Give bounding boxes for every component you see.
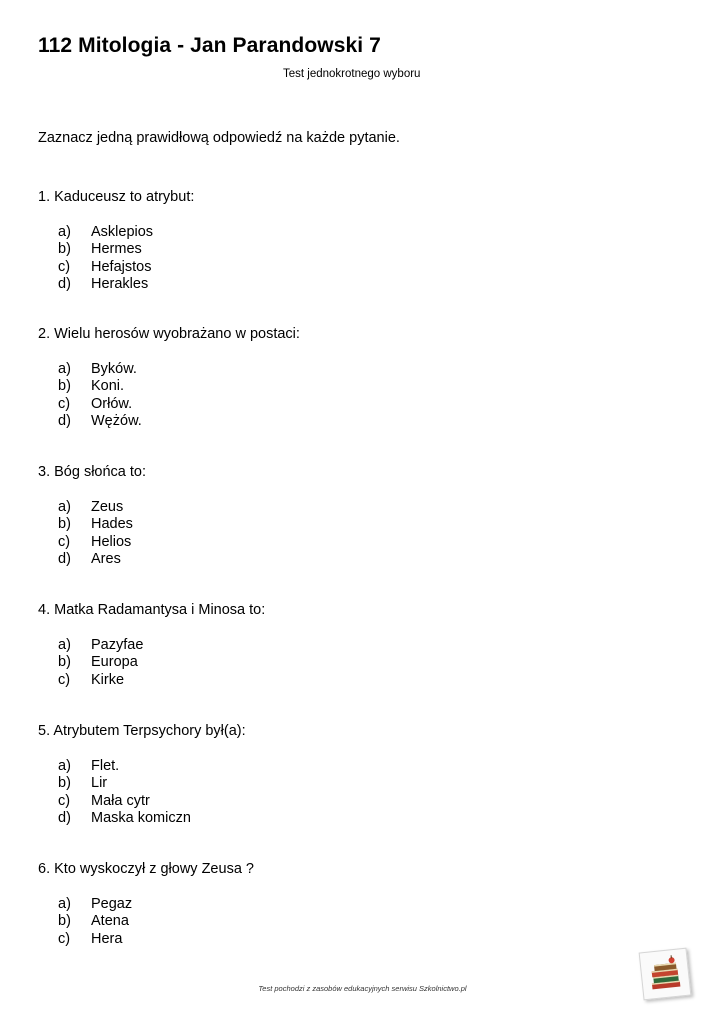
option-text: Byków. [91,361,137,377]
answer-options [38,361,678,430]
answer-option[interactable] [38,534,678,551]
option-text: Koni. [91,378,125,395]
option-letter: c) [58,533,71,550]
option-text: Helios [91,533,132,550]
option-text: Flet. [91,758,120,774]
option-text: Wężów. [91,412,142,429]
option-text: Hera [91,930,123,947]
option-text: Maska komiczn [91,809,191,826]
page-subtitle: Test jednokrotnego wyboru [283,68,421,80]
answer-option[interactable] [38,378,678,395]
answer-option[interactable] [38,516,678,533]
option-text: Pazyfae [91,637,144,653]
answer-option[interactable] [38,241,678,258]
option-letter: a) [58,361,71,377]
page-title: 112 Mitologia - Jan Parandowski 7 [38,34,381,57]
question-1 [38,189,678,293]
option-letter: d) [58,412,71,429]
option-text: Lir [91,775,108,792]
option-text: Atena [91,913,129,930]
option-letter: b) [58,775,71,792]
answer-option[interactable] [38,276,678,293]
answer-option[interactable] [38,775,678,792]
answer-option[interactable] [38,413,678,430]
answer-options [38,637,678,689]
option-text: Hades [91,516,133,533]
option-letter: a) [58,758,71,774]
answer-option[interactable] [38,499,678,516]
footer-source-note: Test pochodzi z zasobów edukacyjnych serwisu Szkolnictwo.pl [258,984,467,993]
option-letter: c) [58,671,71,688]
answer-option[interactable] [38,758,678,775]
question-2 [38,326,678,430]
instruction-text: Zaznacz jedną prawidłową odpowiedź na każde pytanie. [38,130,400,146]
answer-option[interactable] [38,551,678,568]
answer-option[interactable] [38,913,678,930]
option-letter: d) [58,550,71,567]
answer-option[interactable] [38,259,678,276]
question-6 [38,861,678,948]
answer-options [38,499,678,568]
answer-option[interactable] [38,810,678,827]
answer-option[interactable] [38,224,678,241]
question-5 [38,723,678,827]
option-letter: d) [58,275,71,292]
option-letter: c) [58,792,71,809]
question-text: 2. Wielu herosów wyobrażano w postaci: [38,326,300,342]
answer-options [38,224,678,293]
option-text: Ares [91,550,121,567]
option-text: Zeus [91,499,124,515]
question-text: 6. Kto wyskoczył z głowy Zeusa ? [38,861,254,877]
option-letter: b) [58,516,71,533]
option-letter: c) [58,395,71,412]
option-letter: a) [58,896,71,912]
answer-options [38,758,678,827]
option-text: Orłów. [91,395,133,412]
answer-option[interactable] [38,637,678,654]
option-text: Asklepios [91,224,154,240]
option-letter: a) [58,499,71,515]
question-text: 1. Kaduceusz to atrybut: [38,189,195,205]
option-text: Herakles [91,275,149,292]
option-text: Hermes [91,241,142,258]
answer-option[interactable] [38,396,678,413]
question-3 [38,464,678,568]
option-letter: b) [58,654,71,671]
option-letter: a) [58,637,71,653]
option-letter: b) [58,913,71,930]
answer-option[interactable] [38,931,678,948]
question-4 [38,602,678,689]
option-text: Europa [91,654,138,671]
answer-option[interactable] [38,361,678,378]
option-text: Mała cytr [91,792,150,809]
option-letter: a) [58,224,71,240]
question-text: 5. Atrybutem Terpsychory był(a): [38,723,246,739]
option-text: Pegaz [91,896,133,912]
option-letter: c) [58,258,71,275]
answer-option[interactable] [38,672,678,689]
answer-option[interactable] [38,654,678,671]
question-text: 4. Matka Radamantysa i Minosa to: [38,602,266,618]
option-letter: c) [58,930,71,947]
option-letter: b) [58,378,71,395]
option-text: Kirke [91,671,125,688]
option-letter: b) [58,241,71,258]
question-text: 3. Bóg słońca to: [38,464,147,480]
answer-options [38,896,678,948]
answer-option[interactable] [38,896,678,913]
books-logo-icon [639,948,692,1001]
option-text: Hefajstos [91,258,152,275]
answer-option[interactable] [38,793,678,810]
option-letter: d) [58,809,71,826]
